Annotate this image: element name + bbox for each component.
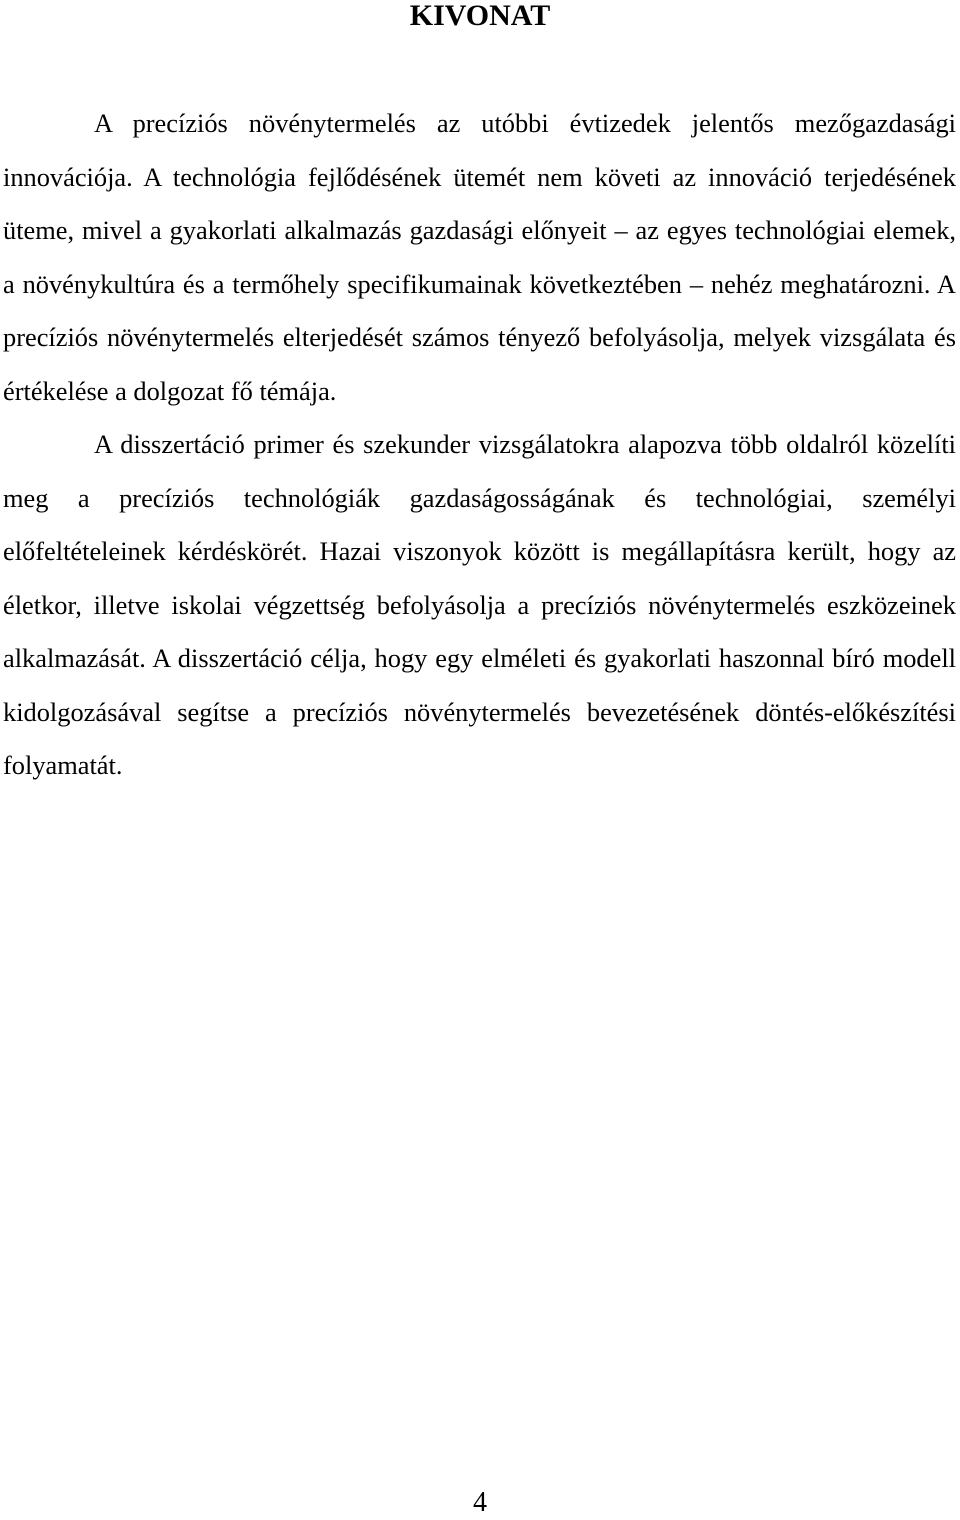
abstract-paragraph-1: A precíziós növénytermelés az utóbbi évtizedek jelentős mezőgazdasági innovációja. A technológia fejlődésének ütemét nem követi az innováció terjedésének üteme, mivel a gyakorlati alkalmazás gazdasági előnyeit – az egyes technológiai elemek, a növénykultúra és a termőhely specifikumainak következtében – nehéz meghatározni. A precíziós növénytermelés elterjedését számos tényező befolyásolja, melyek vizsgálata és értékelése a dolgozat fő témája.	[3, 108, 956, 406]
abstract-body	[3, 97, 956, 793]
abstract-paragraph-2: A disszertáció primer és szekunder vizsgálatokra alapozva több oldalról közelíti meg a precíziós technológiák gazdaságosságának és technológiai, személyi előfeltételeinek kérdéskörét. Hazai viszonyok között is megállapításra került, hogy az életkor, illetve iskolai végzettség befolyásolja a precíziós növénytermelés eszközeinek alkalmazását. A disszertáció célja, hogy egy elméleti és gyakorlati haszonnal bíró modell kidolgozásával segítse a precíziós növénytermelés bevezetésének döntés-előkészítési folyamatát.	[3, 429, 956, 780]
page-number: 4	[473, 1487, 487, 1518]
page-title: KIVONAT	[409, 0, 551, 32]
